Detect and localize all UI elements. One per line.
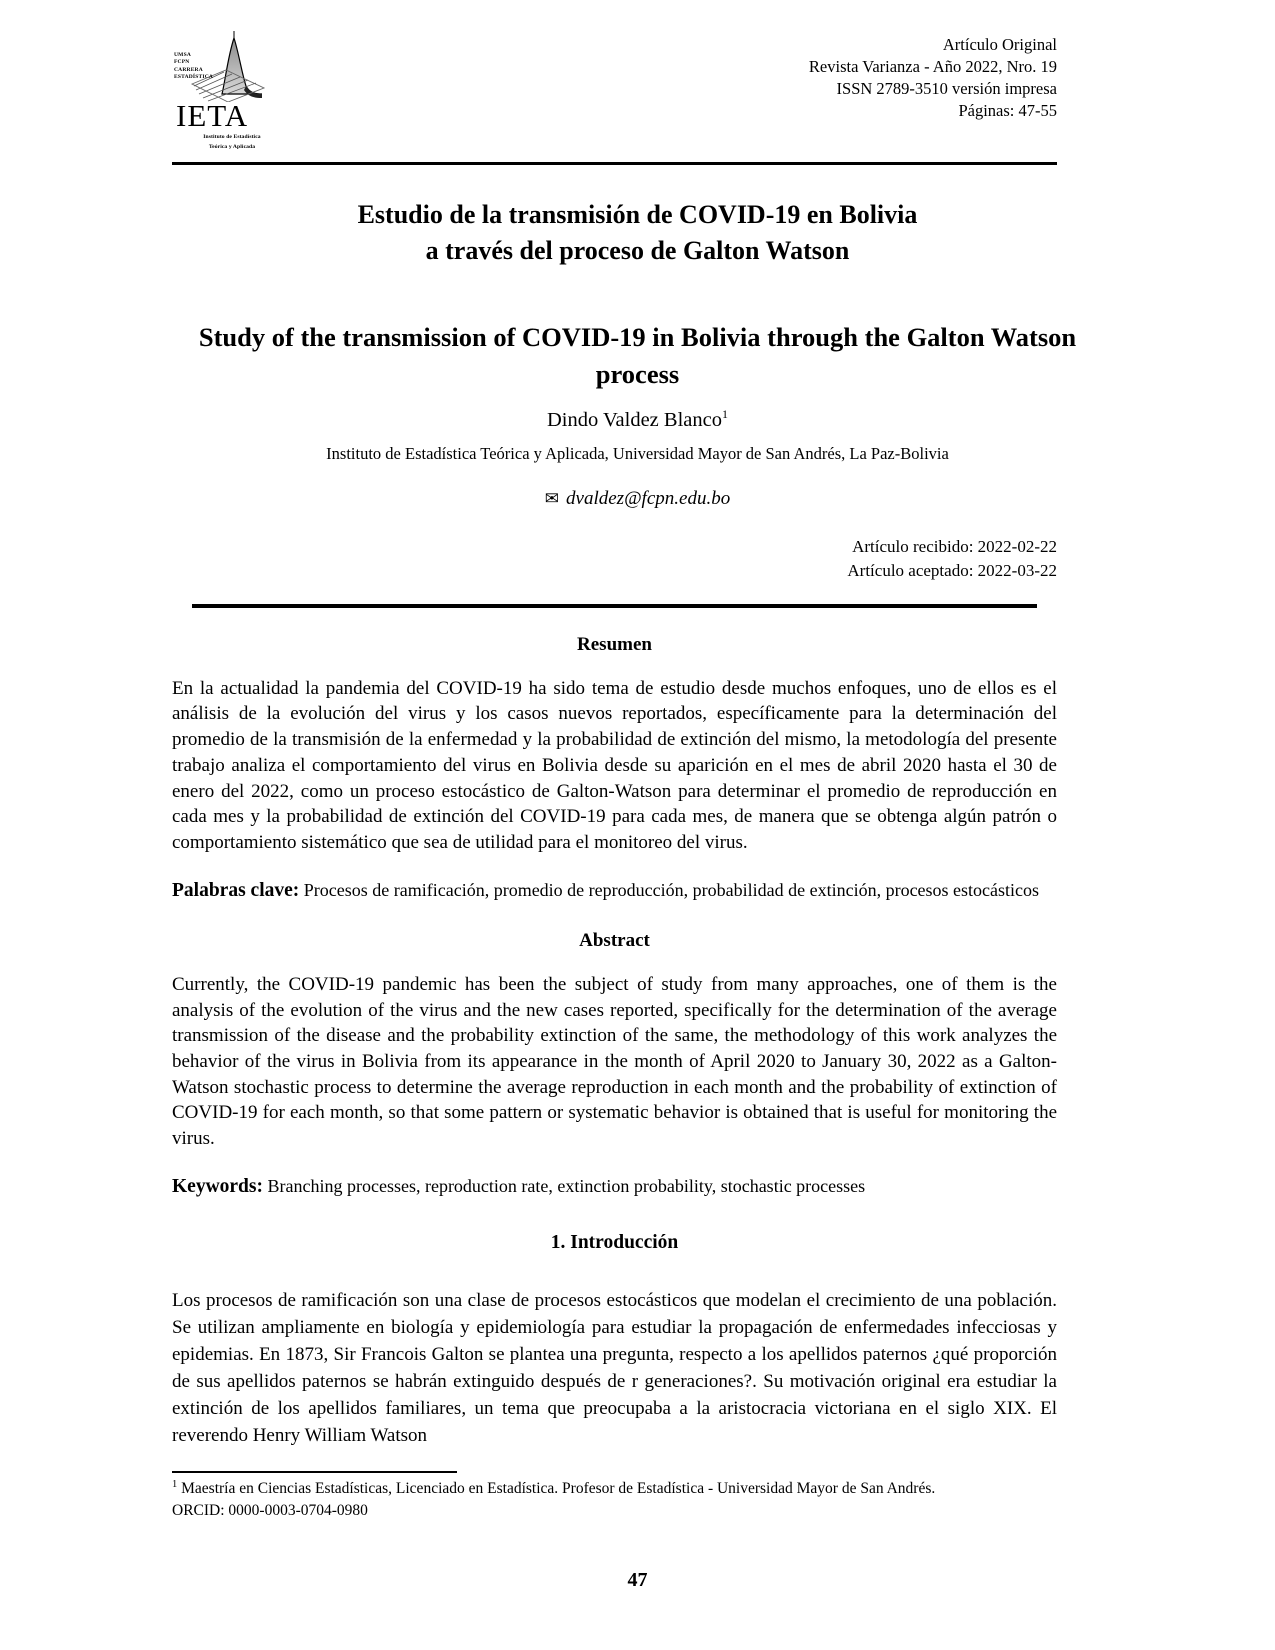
abstract-heading: Abstract (579, 929, 650, 951)
envelope-icon: ✉ (544, 488, 560, 508)
author-name-text: Dindo Valdez Blanco (547, 408, 722, 431)
author-name (0, 407, 1275, 434)
date-accepted: Artículo aceptado: 2022-03-22 (847, 560, 1057, 580)
footnote-area (172, 1471, 1057, 1522)
page-header (0, 0, 1275, 152)
journal-issn: ISSN 2789-3510 versión impresa (836, 78, 1057, 98)
journal-article-type: Artículo Original (942, 35, 1057, 54)
resumen-heading: Resumen (577, 633, 652, 655)
abstract-divider (192, 604, 1037, 608)
logo-institution-letters: UMSA FCPN CARRERA ESTADÍSTICA (174, 52, 214, 81)
introduction-heading: 1. Introducción (550, 1231, 679, 1253)
abstract-text: Currently, the COVID-19 pandemic has been the subject of study from many approaches, one of them is the analysis of the evolution of the virus and the new cases reported, specifically for the determination of the average transmission of the disease and the probability extinction of the same, the methodology of this work analyzes the behavior of the virus in Bolivia from its appearance in the month of April 2020 to January 30, 2022 as a Galton-Watson stochastic process to determine the average reproduction in each month and the probability of extinction of COVID-19 for each month, so that some pattern or systematic behavior is obtained that is useful for monitoring the virus. (172, 973, 1057, 1150)
introduction-text: Los procesos de ramificación son una clase de procesos estocásticos que modelan el crecimiento de una población. Se utilizan ampliamente en biología y epidemiología para estudiar la propagación de enfermedades infecciosas y epidemias. En 1873, Sir Francois Galton se plantea una pregunta, respecto a los apellidos paternos ¿qué proporción de sus apellidos paternos se habrán extinguido después de r generaciones?. Su motivación original era estudiar la extinción de los apellidos familiares, un tema que preocupaba a la aristocracia victoriana en el siglo XIX. El reverendo Henry William Watson (172, 1289, 1057, 1446)
title-english: Study of the transmission of COVID-19 in Bolivia through the Galton Watson process (198, 321, 1077, 389)
resumen-text: En la actualidad la pandemia del COVID-19 ha sido tema de estudio desde muchos enfoques, uno de ellos es el análisis de la evolución del virus y los casos nuevos reportados, específicamente para la determinación del promedio de la transmisión de la enfermedad y la probabilidad de extinción del mismo, la metodología del presente trabajo analiza el comportamiento del virus en Bolivia desde su aparición en el mes de abril 2020 hasta el 30 de enero del 2022, como un proceso estocástico de Galton-Watson para determinar el promedio de reproducción en cada mes y la probabilidad de extinción del COVID-19 para cada mes, de manera que se obtenga algún patrón o comportamiento sistemático que sea de utilidad para el monitoreo del virus. (172, 677, 1057, 854)
footnote-text (172, 1478, 1057, 1522)
author-email[interactable]: dvaldez@fcpn.edu.bo (566, 487, 731, 509)
author-footnote-marker: 1 (721, 406, 728, 421)
keywords (172, 1174, 1057, 1200)
palabras-clave-text: Procesos de ramificación, promedio de reproducción, probabilidad de extinción, procesos estocásticos (299, 879, 1040, 900)
footnote-orcid: ORCID: 0000-0003-0704-0980 (172, 1502, 368, 1519)
journal-metadata (809, 26, 1057, 122)
title-spanish-line2: a través del proceso de Galton Watson (425, 235, 850, 265)
article-body (172, 634, 1057, 1450)
logo-caption-line2: Teórica y Aplicada (208, 144, 256, 151)
journal-pages: Páginas: 47-55 (958, 100, 1057, 120)
author-email-line (0, 487, 1275, 512)
date-received: Artículo recibido: 2022-02-22 (852, 537, 1057, 557)
article-dates (0, 535, 1057, 581)
logo-acronym: IETA (176, 98, 249, 133)
footnote-marker: 1 (172, 1478, 178, 1490)
page-number: 47 (627, 1569, 648, 1591)
footnote-divider (172, 1471, 457, 1473)
title-spanish (180, 197, 1095, 269)
ieta-logo (172, 26, 292, 152)
logo-caption-line1: Instituto de Estadística (203, 134, 261, 140)
header-divider (172, 162, 1057, 165)
keywords-label: Keywords: (172, 1175, 263, 1197)
footnote-line1: Maestría en Ciencias Estadísticas, Licenciado en Estadística. Profesor de Estadística - Universidad Mayor de San Andrés. (177, 1480, 936, 1497)
keywords-text: Branching processes, reproduction rate, extinction probability, stochastic processes (263, 1175, 866, 1196)
logo-graphic-icon (172, 30, 290, 102)
journal-issue: Revista Varianza - Año 2022, Nro. 19 (808, 56, 1057, 76)
palabras-clave-label: Palabras clave: (172, 879, 300, 901)
palabras-clave (172, 878, 1057, 904)
author-affiliation: Instituto de Estadística Teórica y Aplicada, Universidad Mayor de San Andrés, La Paz-Bolivia (326, 444, 949, 464)
title-spanish-line1: Estudio de la transmisión de COVID-19 en Bolivia (357, 199, 918, 229)
